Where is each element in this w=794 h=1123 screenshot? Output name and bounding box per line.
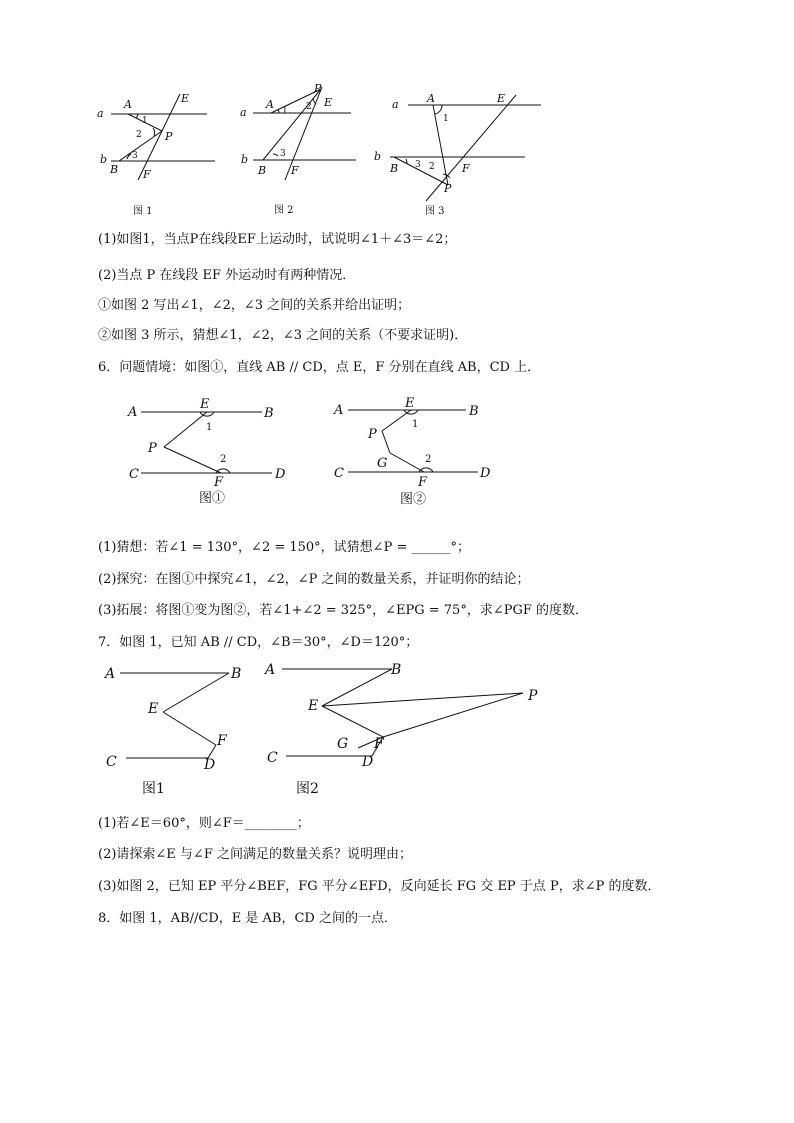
problem7-question-3: (3)如图 2，已知 EP 平分∠BEF，FG 平分∠EFD，反向延长 FG 交 EP 于点 P，求∠P 的度数．: [98, 879, 661, 894]
label-angle-2: 2: [220, 454, 227, 465]
problem5-question-2: (2)当点 P 在线段 EF 外运动时有两种情况．: [98, 268, 356, 283]
label-angle-3: 3: [415, 160, 421, 170]
label-a: a: [97, 107, 104, 120]
label-A: A: [266, 98, 274, 111]
figure-caption: 图 3: [425, 206, 445, 217]
figure-caption: 图 2: [274, 205, 294, 216]
label-E: E: [405, 396, 415, 411]
problem5-question-2a: ①如图 2 写出∠1，∠2，∠3 之间的关系并给出证明；: [98, 298, 411, 313]
label-a: a: [240, 106, 247, 119]
label-E: E: [200, 397, 210, 412]
label-P: P: [314, 82, 322, 95]
problem7-figure-2: [258, 655, 558, 800]
label-angle-1: 1: [443, 114, 449, 124]
figure-caption: 图2: [296, 781, 319, 797]
label-angle-1: 1: [142, 116, 148, 126]
label-P: P: [368, 427, 377, 442]
label-A: A: [265, 662, 276, 678]
figure-caption: 图②: [400, 492, 427, 507]
label-F: F: [374, 736, 384, 752]
label-angle-2: 2: [429, 162, 435, 172]
label-angle-1: 1: [206, 422, 213, 433]
label-A: A: [334, 403, 344, 418]
label-P: P: [528, 688, 538, 704]
label-P: P: [148, 441, 157, 456]
label-angle-2: 2: [306, 102, 312, 112]
label-P: P: [165, 130, 173, 143]
label-b: b: [241, 153, 249, 166]
label-E: E: [497, 92, 506, 105]
label-C: C: [106, 754, 117, 770]
label-D: D: [204, 757, 216, 773]
label-b: b: [374, 150, 382, 163]
label-E: E: [308, 698, 319, 714]
label-angle-1: 1: [282, 106, 288, 116]
label-E: E: [148, 701, 159, 717]
problem7-question-2: (2)请探索∠E 与∠F 之间满足的数量关系？说明理由；: [98, 847, 412, 862]
label-E: E: [181, 92, 190, 105]
label-C: C: [267, 750, 278, 766]
problem6-figure-1: [124, 396, 294, 514]
problem6-question-1: (1)猜想：若∠1 = 130°，∠2 = 150°，试猜想∠P = ______°；: [98, 540, 470, 555]
problem7-intro: 7．如图 1，已知 AB // CD，∠B＝30°，∠D＝120°；: [98, 635, 419, 650]
label-C: C: [334, 466, 344, 481]
label-B: B: [390, 162, 399, 175]
label-F: F: [418, 475, 428, 490]
label-F: F: [462, 162, 470, 175]
label-angle-3: 3: [132, 151, 138, 161]
label-B: B: [264, 406, 274, 421]
label-P: P: [444, 182, 452, 195]
label-E: E: [324, 96, 333, 109]
problem6-figure-2: [330, 396, 500, 514]
label-G: G: [337, 736, 349, 752]
problem5-figure-3: [370, 88, 545, 220]
label-B: B: [258, 164, 267, 177]
problem7-figure-1: [100, 660, 250, 800]
label-angle-2: 2: [136, 130, 142, 140]
label-D: D: [275, 467, 286, 482]
label-A: A: [427, 92, 435, 105]
figure-caption: 图①: [199, 491, 226, 506]
problem6-question-2: (2)探究：在图①中探究∠1，∠2，∠P 之间的数量关系，并证明你的结论；: [98, 572, 530, 587]
label-B: B: [469, 404, 479, 419]
problem6-question-3: (3)拓展：将图①变为图②，若∠1+∠2 = 325°，∠EPG = 75°，求∠PGF 的度数．: [98, 603, 588, 618]
label-A: A: [124, 98, 132, 111]
problem8-intro: 8．如图 1，AB//CD，E 是 AB，CD 之间的一点．: [98, 911, 397, 926]
label-F: F: [143, 168, 151, 181]
label-B: B: [110, 163, 119, 176]
label-G: G: [377, 456, 388, 471]
label-F: F: [291, 164, 299, 177]
label-a: a: [392, 98, 399, 111]
problem7-question-1: (1)若∠E＝60°，则∠F＝________；: [98, 816, 310, 831]
label-C: C: [129, 467, 139, 482]
label-D: D: [362, 754, 374, 770]
problem6-intro: 6．问题情境：如图①，直线 AB // CD，点 E，F 分别在直线 AB，CD 上．: [98, 360, 541, 375]
label-A: A: [128, 405, 138, 420]
label-D: D: [480, 466, 491, 481]
figure-caption: 图1: [142, 781, 165, 797]
label-b: b: [100, 153, 108, 166]
problem5-question-2b: ②如图 3 所示，猜想∠1，∠2，∠3 之间的关系（不要求证明)．: [98, 328, 468, 343]
label-F: F: [214, 475, 224, 490]
label-B: B: [391, 662, 402, 678]
label-B: B: [231, 666, 242, 682]
label-angle-1: 1: [412, 419, 419, 430]
label-angle-3: 3: [280, 149, 286, 159]
label-F: F: [217, 733, 227, 749]
figure-caption: 图 1: [133, 206, 153, 217]
label-A: A: [105, 666, 116, 682]
label-angle-2: 2: [425, 454, 432, 465]
problem5-figure-1: [95, 88, 220, 220]
problem5-question-1: (1)如图1，当点P在线段EF上运动时，试说明∠1＋∠3＝∠2；: [98, 232, 457, 247]
problem5-figure-2: [236, 82, 366, 220]
